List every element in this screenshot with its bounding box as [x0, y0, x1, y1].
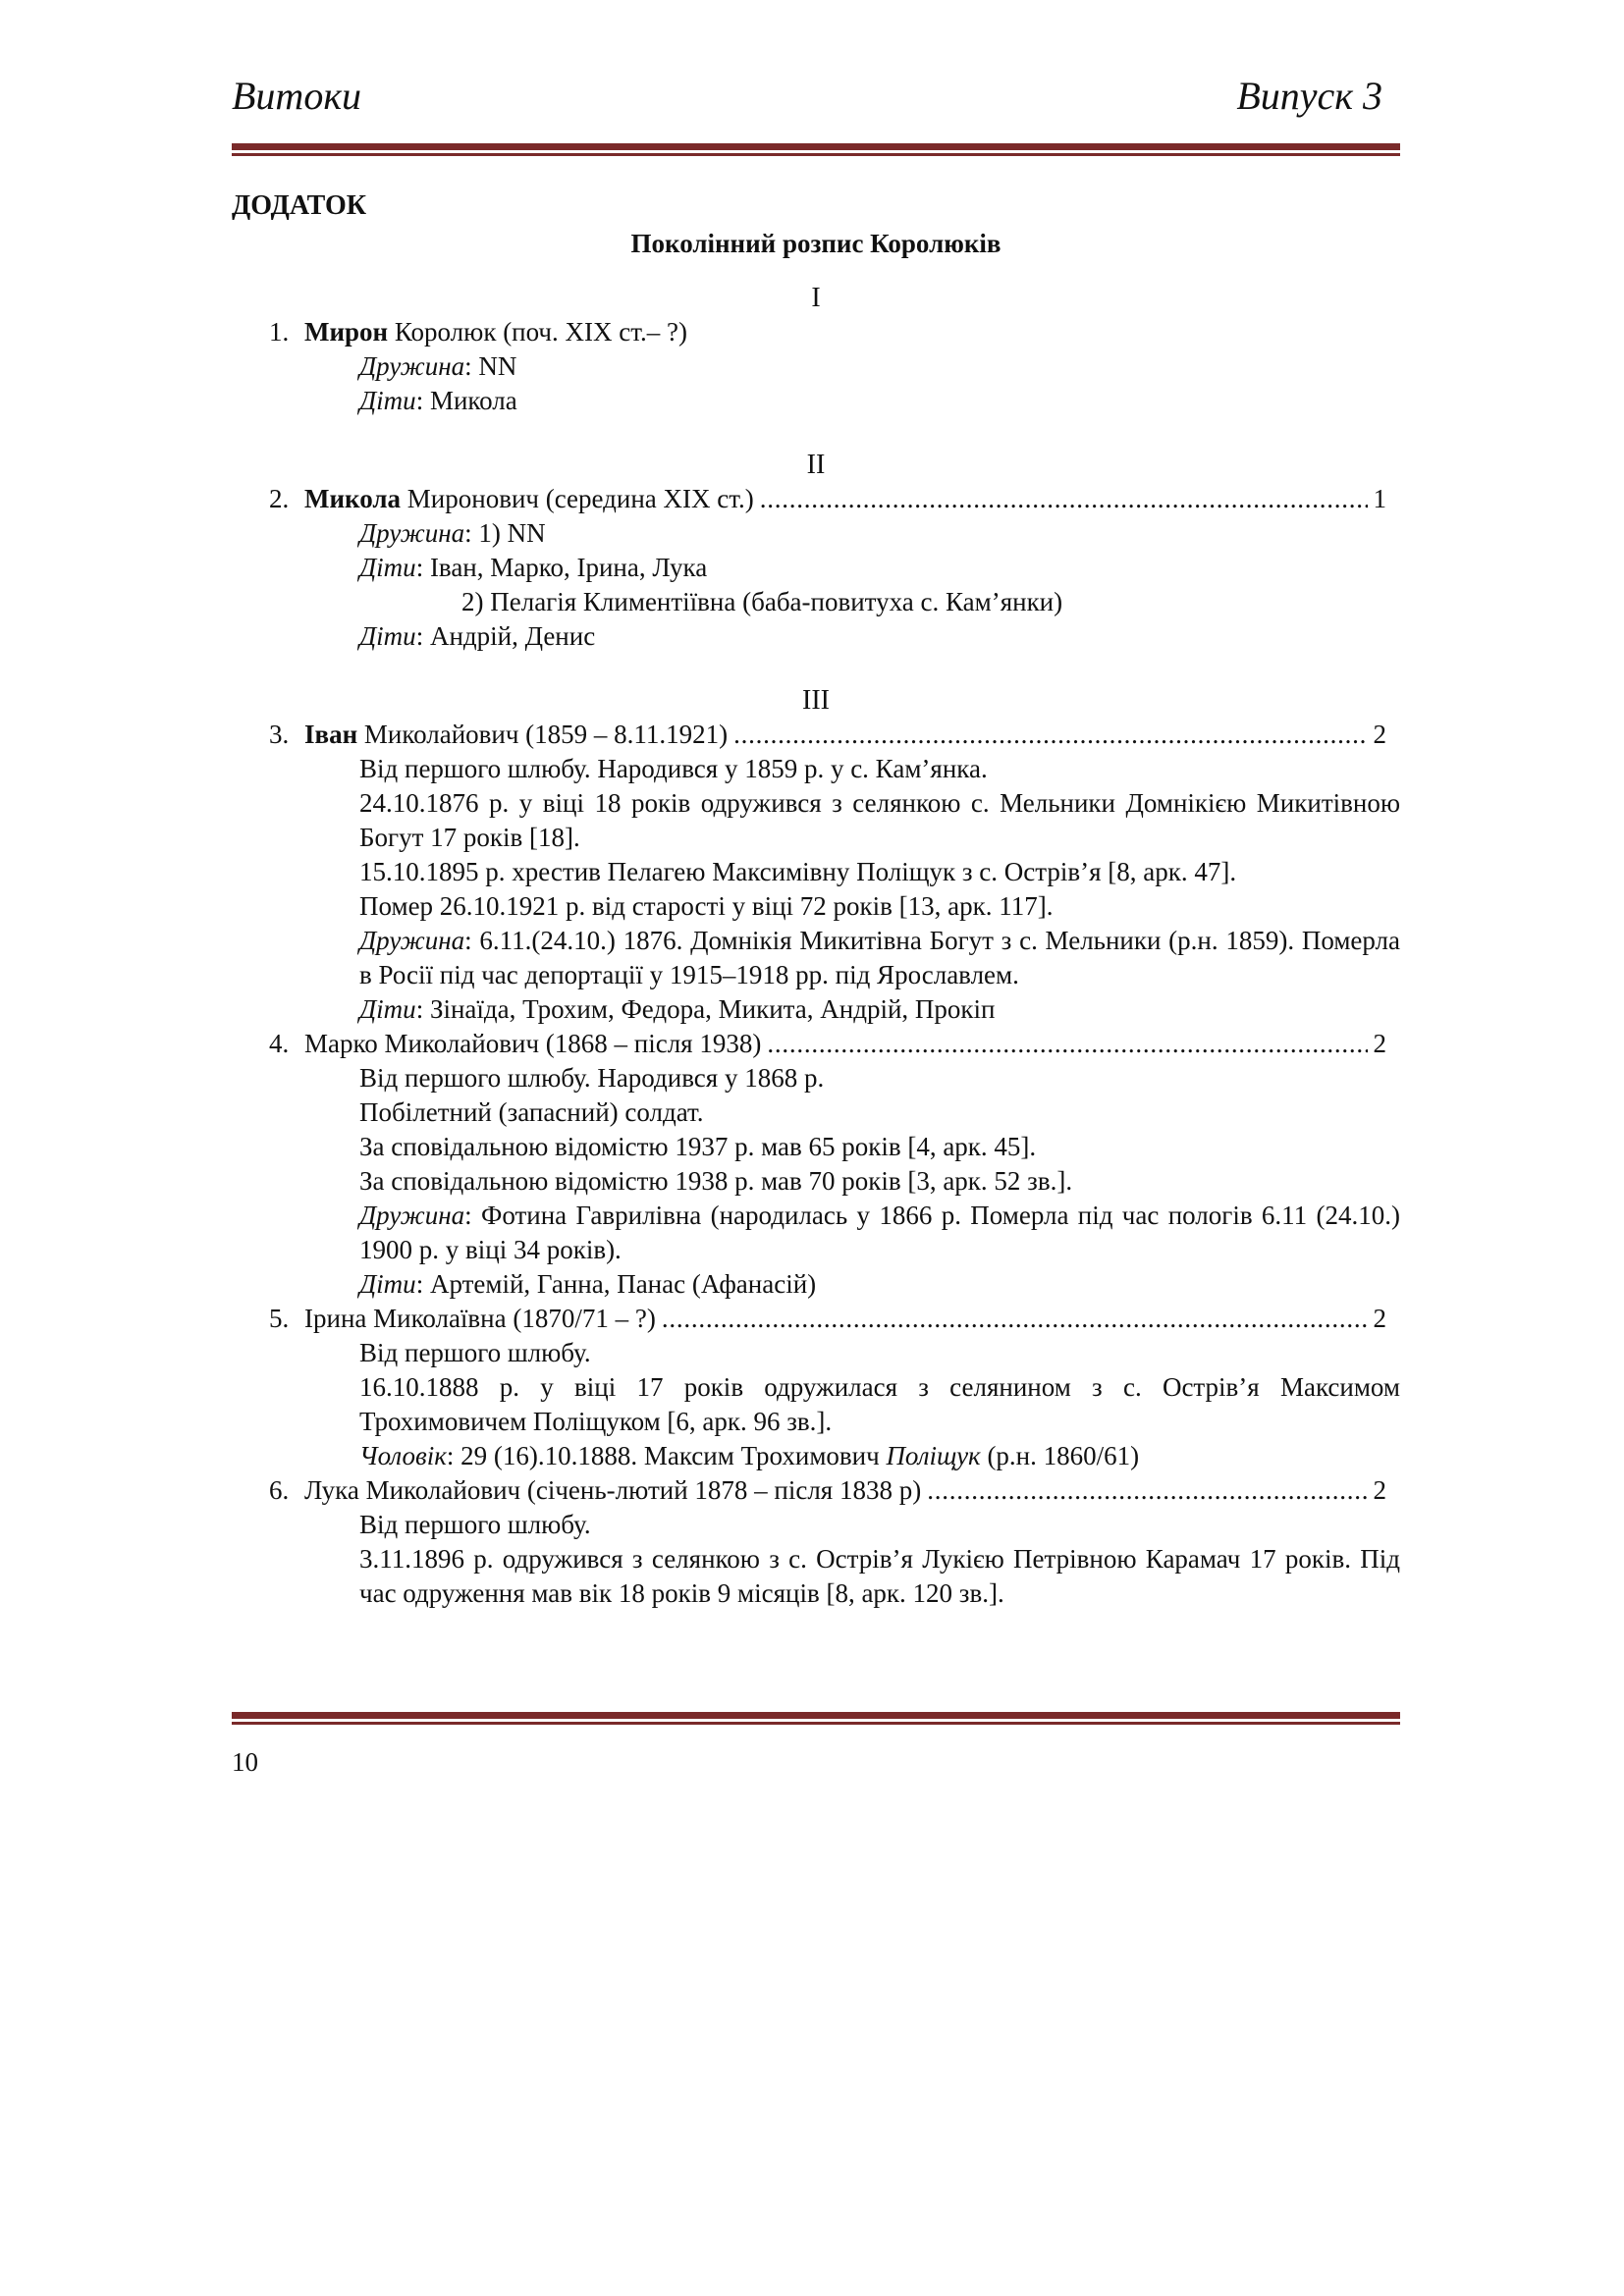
footer-rule [232, 1712, 1400, 1725]
leader-dots [733, 718, 1367, 752]
entry-name: Мирон [304, 317, 389, 347]
entry-details: Королюк (поч. XIX ст.– ?) [388, 317, 687, 347]
entry-details: Ірина Миколаївна (1870/71 – ?) [304, 1304, 656, 1333]
entry-note: Від першого шлюбу. Народився у 1868 р. [359, 1063, 825, 1093]
parent-ref: 2 [1373, 1475, 1386, 1505]
wife-label: Дружина [359, 1201, 465, 1230]
issue-label: Випуск 3 [1236, 74, 1382, 118]
children-text: : Іван, Марко, Ірина, Лука [415, 553, 708, 582]
genealogy-entry [232, 1027, 1400, 1302]
entry-details: Лука Миколайович (січень-лютий 1878 – після 1838 р) [304, 1475, 922, 1505]
genealogy-entry [232, 718, 1400, 1027]
second-wife-text: 2) Пелагія Климентіївна (баба-повитуха с. Кам’янки) [461, 587, 1063, 616]
leader-dots [927, 1473, 1367, 1508]
entry-note: Від першого шлюбу. Народився у 1859 р. у с. Кам’янка. [359, 754, 988, 783]
wife-label: Дружина [359, 351, 465, 381]
leader-dots [767, 1027, 1367, 1061]
genealogy-entry [232, 1302, 1400, 1473]
entry-details: Марко Миколайович (1868 – після 1938) [304, 1029, 762, 1058]
entry-note: 24.10.1876 р. у віці 18 років одружився з селянкою с. Мельники Домнікією Микитівною Богут 17 років [18]. [359, 788, 1400, 852]
page-title: Поколінний розпис Королюків [630, 229, 1001, 258]
parent-ref: 2 [1373, 720, 1386, 749]
entry-note: 16.10.1888 р. у віці 17 років одружилася з селянином з с. Острів’я Максимом Трохимовичем Поліщуком [6, арк. 96 зв.]. [359, 1372, 1400, 1436]
husband-label: Чоловік [359, 1441, 447, 1470]
leader-dots [662, 1302, 1368, 1336]
generation-heading: I [811, 283, 821, 313]
entry-note: За сповідальною відомістю 1937 р. мав 65 років [4, арк. 45]. [359, 1132, 1037, 1161]
wife-label: Дружина [359, 926, 465, 955]
children-text: : Андрій, Денис [415, 621, 596, 651]
entry-number: 3. [269, 720, 290, 749]
parent-ref: 1 [1373, 484, 1386, 513]
page-content [232, 188, 1400, 1611]
genealogy-entry [232, 1473, 1400, 1611]
children-label: Діти [359, 994, 416, 1024]
entry-name: Микола [304, 484, 402, 513]
entry-details: Миронович (середина XIX ст.) [401, 484, 754, 513]
genealogy-entry [232, 315, 1400, 418]
journal-title: Витоки [232, 74, 362, 118]
wife-text: : Фотина Гаврилівна (народилась у 1866 р. Померла під час пологів 6.11 (24.10.) 1900 р. у віці 34 років). [359, 1201, 1400, 1264]
entry-note: 15.10.1895 р. хрестив Пелагею Максимівну Поліщук з с. Острів’я [8, арк. 47]. [359, 857, 1237, 886]
entry-note: 3.11.1896 р. одружився з селянкою з с. Острів’я Лукією Петрівною Карамач 17 років. Під час одруження мав вік 18 років 9 місяців [8, арк. 120 зв.]. [359, 1544, 1400, 1608]
children-label: Діти [359, 553, 416, 582]
husband-tail: (р.н. 1860/61) [980, 1441, 1140, 1470]
entry-name: Іван [304, 720, 358, 749]
wife-text: : 6.11.(24.10.) 1876. Домнікія Микитівна Богут з с. Мельники (р.н. 1859). Померла в Росії під час депортації у 1915–1918 рр. під Ярославлем. [359, 926, 1400, 989]
leader-dots [760, 482, 1368, 516]
children-text: : Артемій, Ганна, Панас (Афанасій) [415, 1269, 817, 1299]
children-text: : Микола [415, 386, 517, 415]
entry-number: 5. [269, 1304, 290, 1333]
children-text: : Зінаїда, Трохим, Федора, Микита, Андрій, Прокіп [415, 994, 996, 1024]
header-rule [232, 143, 1400, 156]
entry-note: За сповідальною відомістю 1938 р. мав 70 років [3, арк. 52 зв.]. [359, 1166, 1073, 1196]
entry-note: Від першого шлюбу. [359, 1338, 591, 1367]
generation-heading: III [802, 685, 830, 716]
parent-ref: 2 [1373, 1029, 1386, 1058]
entry-note: Помер 26.10.1921 р. від старості у віці 72 років [13, арк. 117]. [359, 891, 1054, 921]
entry-number: 4. [269, 1029, 290, 1058]
parent-ref: 2 [1373, 1304, 1386, 1333]
entry-note: Побілетний (запасний) солдат. [359, 1097, 704, 1127]
children-label: Діти [359, 621, 416, 651]
entry-number: 6. [269, 1475, 290, 1505]
husband-text: : 29 (16).10.1888. Максим Трохимович [446, 1441, 887, 1470]
appendix-label: ДОДАТОК [232, 190, 367, 221]
entry-number: 2. [269, 484, 290, 513]
wife-text: : 1) NN [464, 518, 546, 548]
generation-heading: II [806, 450, 826, 480]
entry-note: Від першого шлюбу. [359, 1510, 591, 1539]
page-number: 10 [232, 1747, 258, 1777]
husband-surname: Поліщук [886, 1441, 981, 1470]
entry-details: Миколайович (1859 – 8.11.1921) [357, 720, 729, 749]
wife-label: Дружина [359, 518, 465, 548]
genealogy-entry [232, 482, 1400, 654]
wife-text: : NN [464, 351, 517, 381]
children-label: Діти [359, 1269, 416, 1299]
children-label: Діти [359, 386, 416, 415]
entry-number: 1. [269, 317, 290, 347]
